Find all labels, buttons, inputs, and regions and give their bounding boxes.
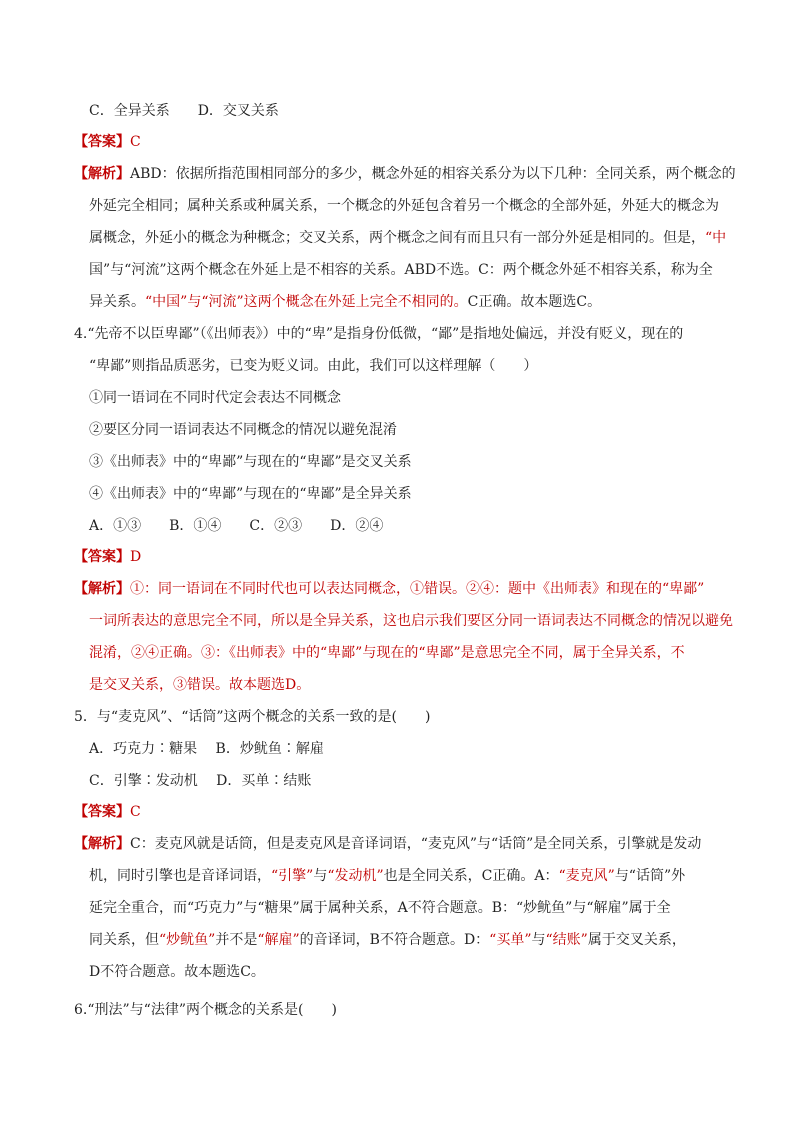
q5-stem: 5．与“麦克风”、“话筒”这两个概念的关系一致的是( ) (74, 709, 431, 725)
q5-options-cd: C．引擎∶发动机 D．买单∶结账 (89, 773, 312, 789)
q4-stem-line-2: “卑鄙”则指品质恶劣，已变为贬义词。由此，我们可以这样理解（ ） (89, 358, 538, 374)
q6-stem: 6.“刑法”与“法律”两个概念的关系是( ) (74, 1002, 337, 1018)
q4-analysis-line-4: 是交叉关系，③错误。故本题选D。 (89, 677, 311, 693)
q3-answer (74, 132, 141, 152)
q5-analysis-line-5: D不符合题意。故本题选C。 (89, 964, 265, 980)
q3-analysis-line-2: 外延完全相同；属种关系或种属关系，一个概念的外延包含着另一个概念的全部外延，外延大的概念为 (89, 198, 719, 214)
q4-item-4: ④《出师表》中的“卑鄙”与现在的“卑鄙”是全异关系 (89, 486, 412, 502)
q4-analysis-line-2: 一词所表达的意思完全不同，所以是全异关系，这也启示我们要区分同一语词表达不同概念的情况以避免 (89, 613, 733, 629)
q3-analysis-line-4: 国”与“河流”这两个概念在外延上是不相容的关系。ABD不选。C：两个概念外延不相容关系，称为全 (89, 262, 713, 278)
q3-options-cd: C．全异关系 D．交叉关系 (89, 103, 279, 119)
q5-analysis-line-2: 机，同时引擎也是音译词语，“引擎”与“发动机”也是全同关系，C正确。A：“麦克风”与“话筒”外 (89, 868, 686, 884)
analysis-tag: 【解析】 (74, 166, 130, 182)
q4-stem-line-1: 4.“先帝不以臣卑鄙”（《出师表》）中的“卑”是指身份低微，“鄙”是指地处偏远，并没有贬义，现在的 (74, 326, 684, 342)
q4-item-1: ①同一语词在不同时代定会表达不同概念 (89, 390, 341, 406)
q4-answer: 【答案】D (74, 549, 142, 565)
q5-analysis-line-1: 【解析】C：麦克风就是话筒，但是麦克风是音译词语，“麦克风”与“话筒”是全同关系，引擎就是发动 (74, 836, 702, 852)
q4-analysis-line-1: 【解析】①：同一语词在不同时代也可以表达同概念，①错误。②④：题中《出师表》和现在的“卑鄙” (74, 581, 705, 597)
answer-tag: 【答案】 (74, 134, 130, 150)
q5-analysis-line-3: 延完全重合，而“巧克力”与“糖果”属于属种关系，A不符合题意。B：“炒鱿鱼”与“解雇”属于全 (89, 900, 671, 916)
q5-options-ab: A．巧克力∶糖果 B．炒鱿鱼∶解雇 (89, 741, 324, 757)
answer-value: C (130, 134, 141, 150)
q4-options: A．①③ B．①④ C．②③ D．②④ (89, 518, 384, 534)
q4-item-3: ③《出师表》中的“卑鄙”与现在的“卑鄙”是交叉关系 (89, 454, 412, 470)
q3-analysis-line-1: 【解析】ABD：依据所指范围相同部分的多少，概念外延的相容关系分为以下几种：全同关系，两个概念的 (74, 166, 736, 182)
q4-item-2: ②要区分同一语词表达不同概念的情况以避免混淆 (89, 422, 397, 438)
q4-analysis-line-3: 混淆，②④正确。③：《出师表》中的“卑鄙”与现在的“卑鄙”是意思完全不同，属于全异关系，不 (89, 645, 685, 661)
q5-analysis-line-4: 同关系，但“炒鱿鱼”并不是“解雇”的音译词，B不符合题意。D：“买单”与“结账”属于交叉关系， (89, 932, 686, 948)
q5-answer: 【答案】C (74, 804, 141, 820)
q3-analysis-line-3: 属概念，外延小的概念为种概念；交叉关系，两个概念之间有而且只有一部分外延是相同的。但是，“中 (89, 230, 727, 246)
q3-analysis-line-5: 异关系。“中国”与“河流”这两个概念在外延上完全不相同的。C正确。故本题选C。 (89, 294, 602, 310)
